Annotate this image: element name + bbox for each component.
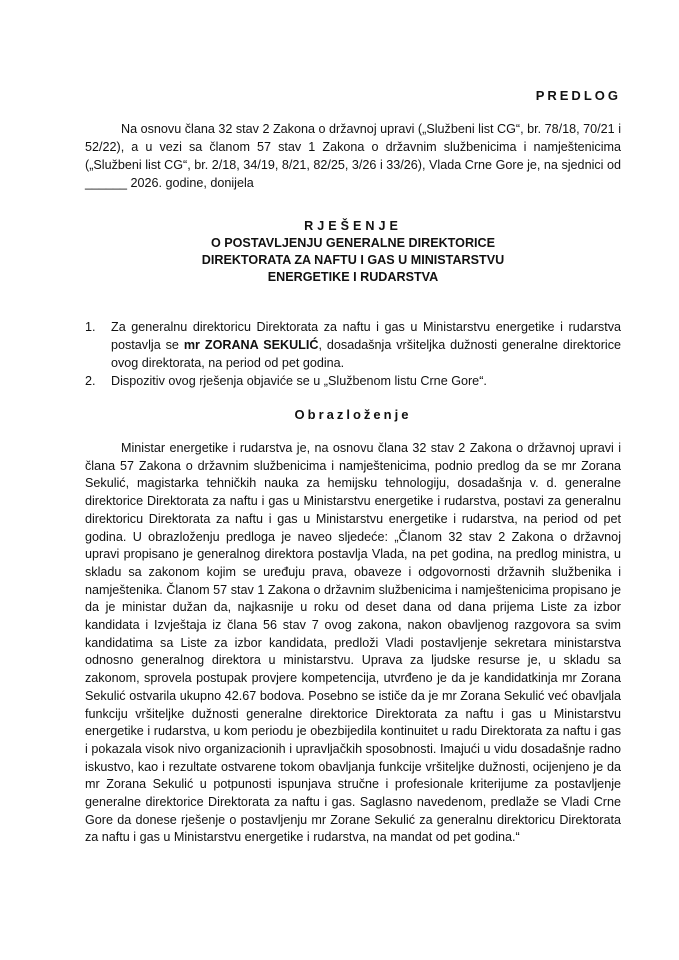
list-item — [85, 318, 621, 372]
decision-title-main: RJEŠENJE — [304, 219, 402, 233]
reasoning-paragraph — [85, 440, 621, 847]
item-text-after: , dosadašnja vršiteljka dužnosti generalne direktorice ovog direktorata, na period od pet godina. — [111, 338, 622, 370]
item-number: 1. — [85, 320, 96, 334]
reasoning-text: Ministar energetike i rudarstva je, na osnovu člana 32 stav 2 Zakona o državnoj upravi i člana 57 Zakona o državnim službenicima i namještenicima, podnio predlog da se mr Zorana Sekulić, magistarka tehničkih nauka za hemijsku tehnologiju, dosadašnja v. d. generalne direktorice Direktorata za naftu i gas u Ministarstvu energetike i rudarstva, postavi za generalnu direktoricu Direktorata za naftu i gas u Ministarstvu energetike i rudarstva, na period od pet godina. U obrazloženju predloga je naveo sljedeće: „Članom 32 stav 2 Zakona o državnoj upravi propisano je generalnog direktora postavlja Vlada, na pet godina, na predlog ministra, u skladu sa zakonom kojim se uređuju prava, obaveze i odgovornosti državnih službenika i namještenika. Članom 57 stav 1 Zakona o državnim službenicima i namještenicima propisano je da je ministar dužan da, najkasnije u roku od deset dana od dana prijema Liste za izbor kandidata i Izvještaja iz člana 56 stav 7 ovog zakona, nakon obavljenog razgovora sa svim kandidatima sa Liste za izbor kandidata, predloži Vladi postavljenje sekretara ministarstva odnosno generalnog direktora u ministarstvu. Uprava za ljudske resurse je, u skladu sa zakonom, sprovela postupak provjere kompetencija, utvrđeno je da je kandidatkinja mr Zorana Sekulić ostvarila ukupno 42.67 bodova. Posebno se ističe da je mr Zorana Sekulić već obavljala funkciju vršiteljke dužnosti generalne direktorice Direktorata za naftu i gas u Ministarstvu energetike i rudarstva, u kom periodu je obezbijedila kontinuitet u radu Direktorata za naftu i gas i pokazala visok nivo organizacionih i upravljačkih sposobnosti. Imajući u vidu dosadašnje radno iskustvo, kao i rezultate ostvarene tokom obavljanja funkcije vršiteljke dužnosti, ocijenjeno je da mr Zorana Sekulić u potpunosti ispunjava stručne i profesionale kriterijume za postavljenje generalne direktorice Direktorata za naftu i gas. Saglasno navedenom, predlaže se Vladi Crne Gore da donese rješenje o postavljenju mr Zorane Sekulić za generalnu direktoricu Direktorata za naftu i gas u Ministarstvu energetike i rudarstva, na mandat od pet godina.“ — [85, 441, 621, 845]
decision-items — [85, 318, 621, 390]
decision-title — [85, 218, 621, 286]
decision-title-line-2: O POSTAVLJENJU GENERALNE DIREKTORICE — [210, 236, 496, 250]
reasoning-title: Obrazloženje — [294, 407, 412, 422]
intro-paragraph — [85, 120, 621, 192]
item-text: Dispozitiv ovog rješenja objaviće se u „Službenom listu Crne Gore“. — [111, 374, 487, 388]
list-item — [85, 372, 621, 390]
decision-title-line-4: ENERGETIKE I RUDARSTVA — [267, 270, 439, 284]
predlog-label: PREDLOG — [535, 88, 621, 103]
decision-title-line-3: DIREKTORATA ZA NAFTU I GAS U MINISTARSTVU — [201, 253, 505, 267]
intro-text: Na osnovu člana 32 stav 2 Zakona o državnoj upravi („Službeni list CG“, br. 78/18, 70/21 i 52/22), a u vezi sa članom 57 stav 1 Zakona o državnim službenicima i namještenicima („Službeni list CG“, br. 2/18, 34/19, 8/21, 82/25, 3/26 i 33/26), Vlada Crne Gore je, na sjednici od ______ 2026. godine, donijela — [85, 122, 621, 190]
item-number: 2. — [85, 374, 96, 388]
item-text-before: Za generalnu direktoricu Direktorata za naftu i gas u Ministarstvu energetike i rudarstva postavlja se — [111, 320, 621, 352]
appointee-name: mr ZORANA SEKULIĆ — [183, 338, 319, 352]
item-text — [111, 318, 621, 372]
